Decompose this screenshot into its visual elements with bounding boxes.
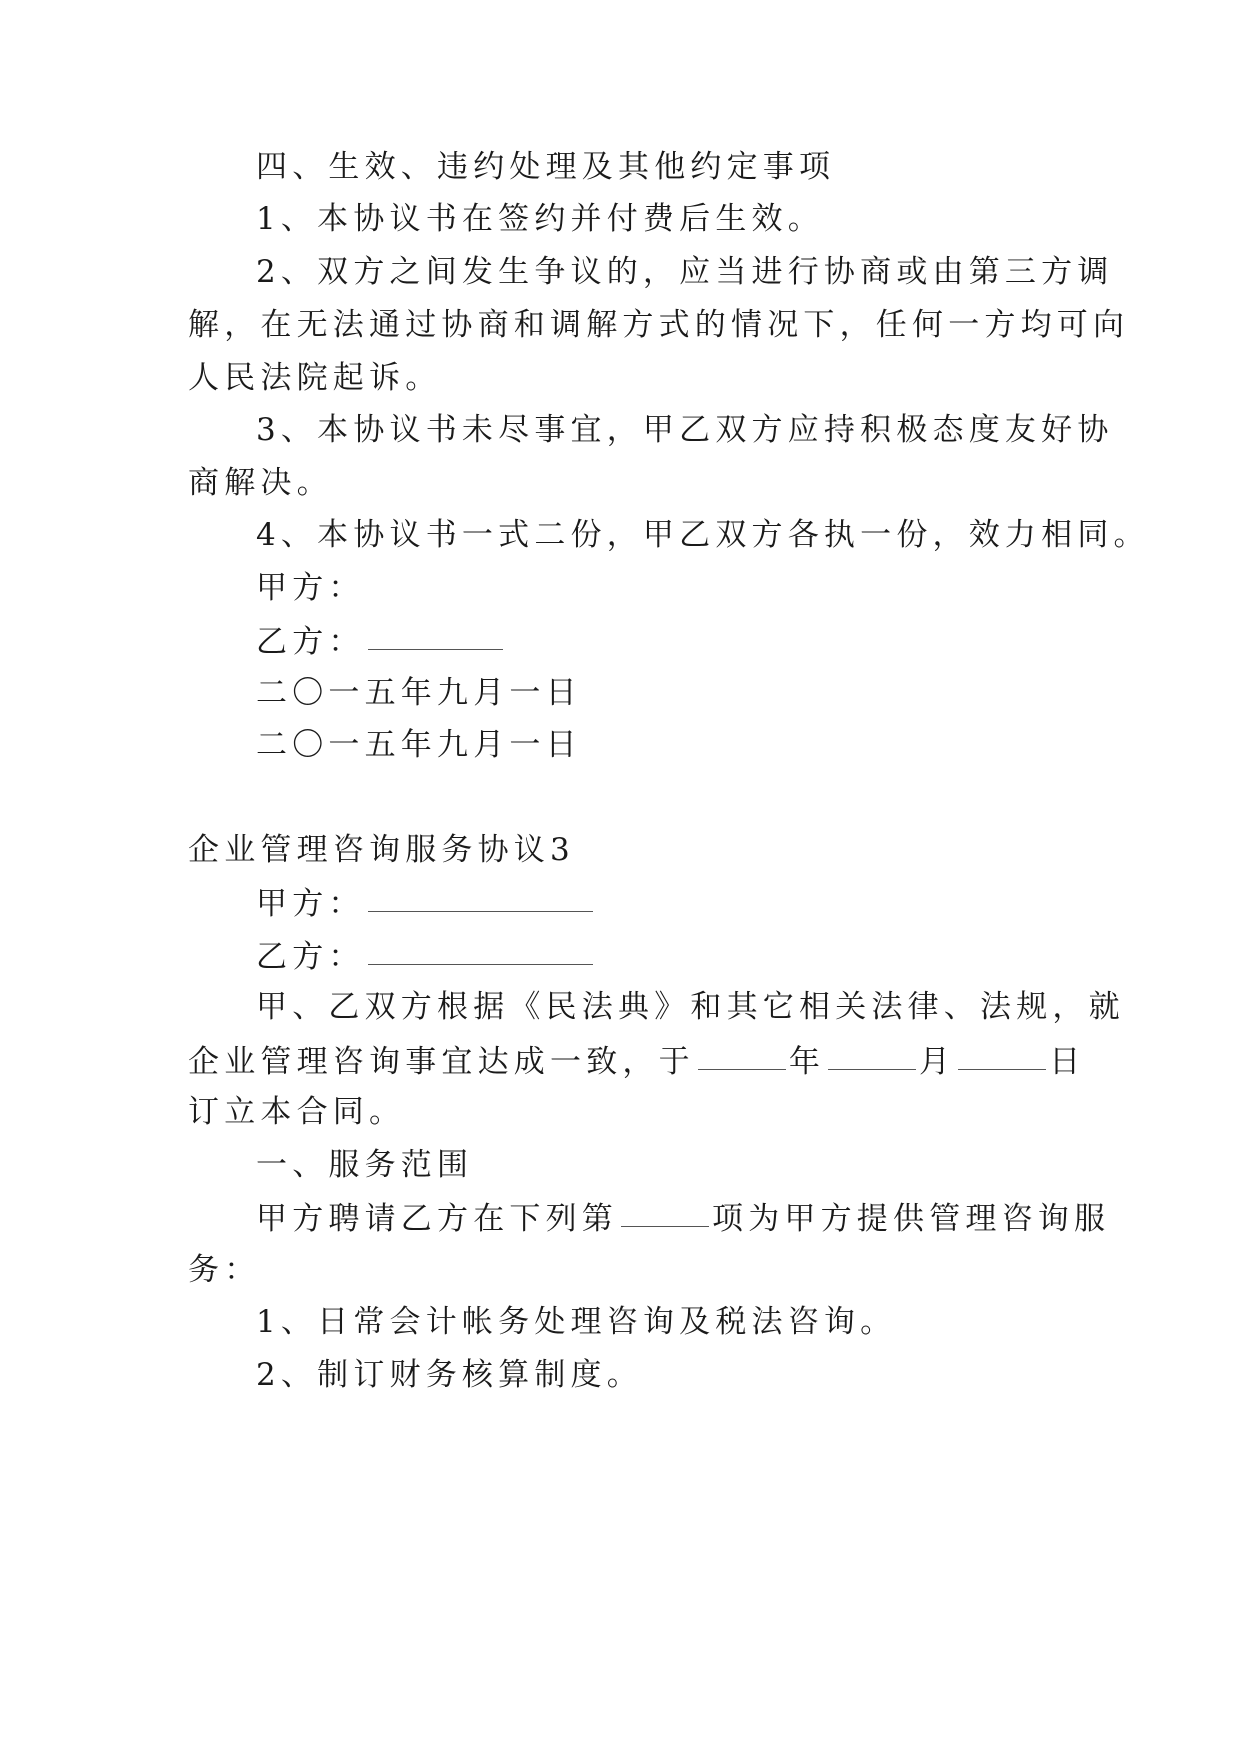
- preamble-line-1: 甲、乙双方根据《民法典》和其它相关法律、法规，就: [256, 989, 1125, 1025]
- section-heading: 四、生效、违约处理及其他约定事项: [256, 149, 836, 185]
- year-label: 年: [788, 1044, 826, 1080]
- scope-text-a: 甲方聘请乙方在下列第: [256, 1201, 618, 1237]
- day-label: 日: [1049, 1044, 1086, 1080]
- clause-2-line-1: 2、双方之间发生争议的，应当进行协商或由第三方调: [256, 254, 1114, 290]
- party-a-label: 甲方：: [256, 886, 365, 922]
- month-blank: [828, 1031, 916, 1070]
- party-a-blank: [368, 873, 593, 912]
- clause-3-line-2: 商解决。: [188, 465, 333, 501]
- preamble-line-3: 订立本合同。: [188, 1094, 406, 1130]
- clause-3-line-1: 3、本协议书未尽事宜，甲乙双方应持积极态度友好协: [256, 412, 1114, 448]
- party-a-signature: 甲方：: [256, 570, 365, 606]
- scope-line-1: [256, 1188, 1136, 1246]
- scope-item-2: 2、制订财务核算制度。: [256, 1357, 643, 1393]
- signature-date-2: 二〇一五年九月一日: [256, 727, 582, 763]
- month-label: 月: [919, 1044, 956, 1080]
- party-b-label: 乙方：: [256, 624, 365, 660]
- scope-item-1: 1、日常会计帐务处理咨询及税法咨询。: [256, 1304, 897, 1340]
- scope-heading: 一、服务范围: [256, 1147, 474, 1183]
- scope-line-2: 务：: [188, 1252, 261, 1288]
- party-b-blank: [368, 611, 503, 650]
- signature-date-1: 二〇一五年九月一日: [256, 675, 582, 711]
- party-a-line: [256, 873, 1136, 931]
- preamble-line-2: [188, 1031, 1086, 1089]
- party-b-label-2: 乙方：: [256, 939, 365, 975]
- scope-text-b: 项为甲方提供管理咨询服: [712, 1201, 1111, 1237]
- party-b-blank-2: [368, 926, 593, 965]
- clause-2-line-2: 解，在无法通过协商和调解方式的情况下，任何一方均可向: [188, 307, 1130, 343]
- agreement-title: 企业管理咨询服务协议3: [188, 832, 575, 868]
- clause-2-line-3: 人民法院起诉。: [188, 360, 442, 396]
- party-b-signature-line: [256, 611, 1136, 669]
- clause-1: 1、本协议书在签约并付费后生效。: [256, 201, 824, 237]
- year-blank: [698, 1031, 786, 1070]
- item-number-blank: [621, 1188, 709, 1227]
- day-blank: [958, 1031, 1046, 1070]
- preamble-text: 企业管理咨询事宜达成一致，于: [188, 1044, 695, 1080]
- party-b-line: [256, 926, 1136, 984]
- clause-4: 4、本协议书一式二份，甲乙双方各执一份，效力相同。: [256, 517, 1150, 553]
